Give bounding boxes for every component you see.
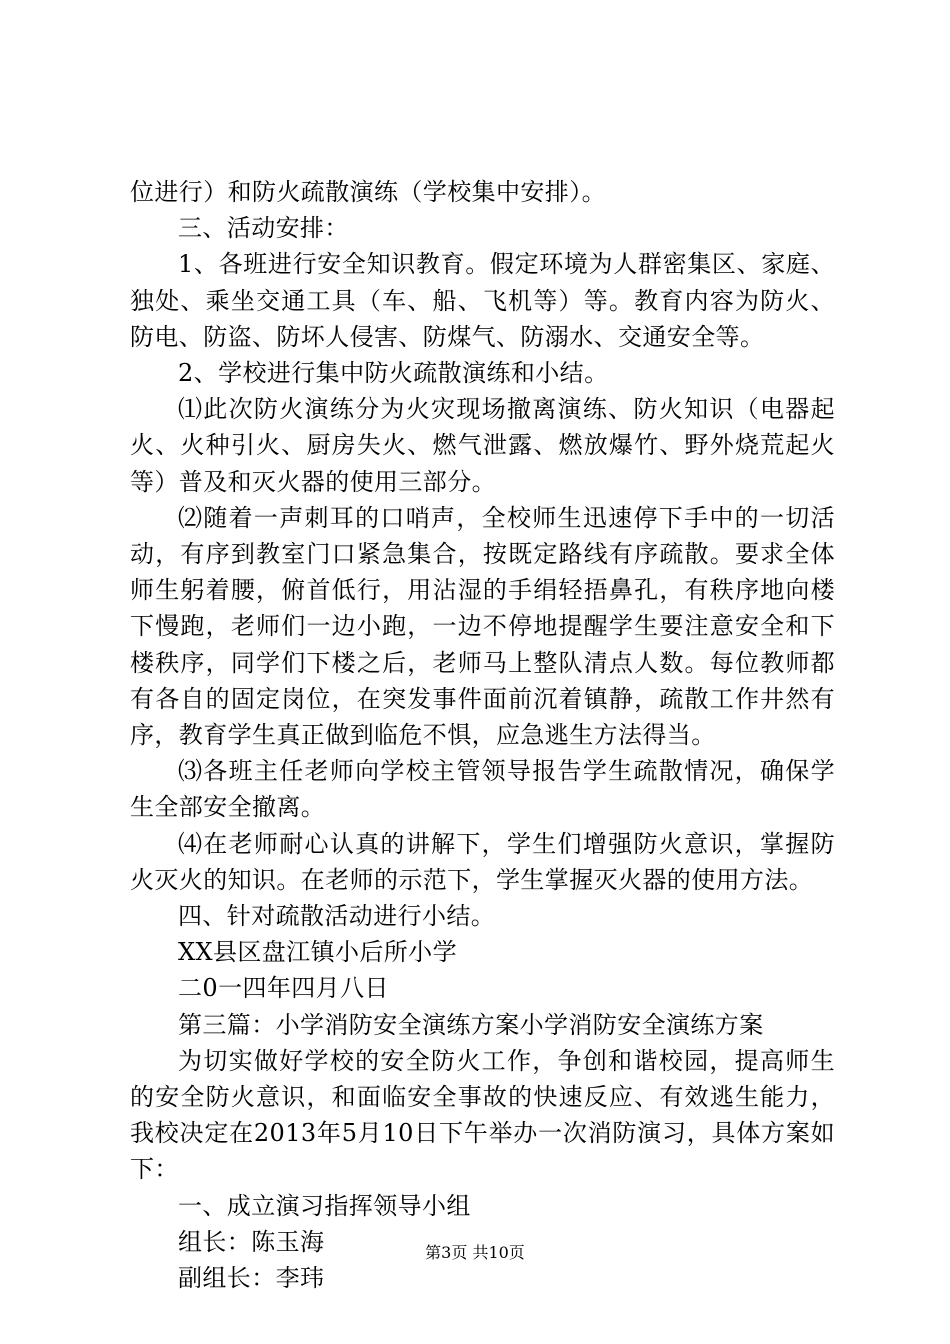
paragraph-intro: 为切实做好学校的安全防火工作，争创和谐校园，提高师生的安全防火意识，和面临安全事故的快速反应、有效逃生能力，我校决定在2013年5月10日下午举办一次消防演习，具体方案如下： — [130, 1046, 835, 1184]
paragraph-continuation: 位进行）和防火疏散演练（学校集中安排）。 — [130, 178, 606, 206]
paragraph-sub-2: ⑵随着一声刺耳的口哨声，全校师生迅速停下手中的一切活动，有序到教室门口紧急集合，按既定路线有序疏散。要求全体师生躬着腰，俯首低行，用沾湿的手绢轻捂鼻孔，有秩序地向楼下慢跑，老师们一边小跑，一边不停地提醒学生要注意安全和下楼秩序，同学们下楼之后，老师马上整队清点人数。每位教师都有各自的固定岗位，在突发事件面前沉着镇静，疏散工作井然有序，教育学生真正做到临危不惧，应急逃生方法得当。 — [130, 503, 835, 750]
heading-summary: 四、针对疏散活动进行小结。 — [178, 902, 496, 931]
deputy-group-leader: 副组长：李玮 — [178, 1264, 325, 1293]
paragraph-sub-3: ⑶各班主任老师向学校主管领导报告学生疏散情况，确保学生全部安全撤离。 — [130, 757, 835, 822]
page-footer — [0, 1243, 950, 1263]
page-number-label: 第3页 共10页 — [425, 1243, 525, 1262]
school-name: XX县区盘江镇小后所小学 — [178, 938, 457, 967]
paragraph-item-2: 2、学校进行集中防火疏散演练和小结。 — [178, 359, 609, 388]
document-body — [130, 174, 835, 1296]
paragraph-sub-4: ⑷在老师耐心认真的讲解下，学生们增强防火意识，掌握防火灭火的知识。在老师的示范下，学生掌握灭火器的使用方法。 — [130, 829, 835, 894]
heading-leadership-group: 一、成立演习指挥领导小组 — [178, 1191, 471, 1220]
document-date: 二0一四年四月八日 — [178, 974, 389, 1003]
paragraph-item-1: 1、各班进行安全知识教育。假定环境为人群密集区、家庭、独处、乘坐交通工具（车、船、飞机等）等。教育内容为防火、防电、防盗、防坏人侵害、防煤气、防溺水、交通安全等。 — [130, 250, 835, 351]
paragraph-sub-1: ⑴此次防火演练分为火灾现场撤离演练、防火知识（电器起火、火种引火、厨房失火、燃气泄露、燃放爆竹、野外烧荒起火等）普及和灭火器的使用三部分。 — [130, 395, 835, 496]
section-title: 第三篇：小学消防安全演练方案小学消防安全演练方案 — [178, 1010, 764, 1039]
heading-activity-arrangement: 三、活动安排： — [178, 214, 349, 243]
group-leader: 组长：陈玉海 — [178, 1227, 325, 1256]
